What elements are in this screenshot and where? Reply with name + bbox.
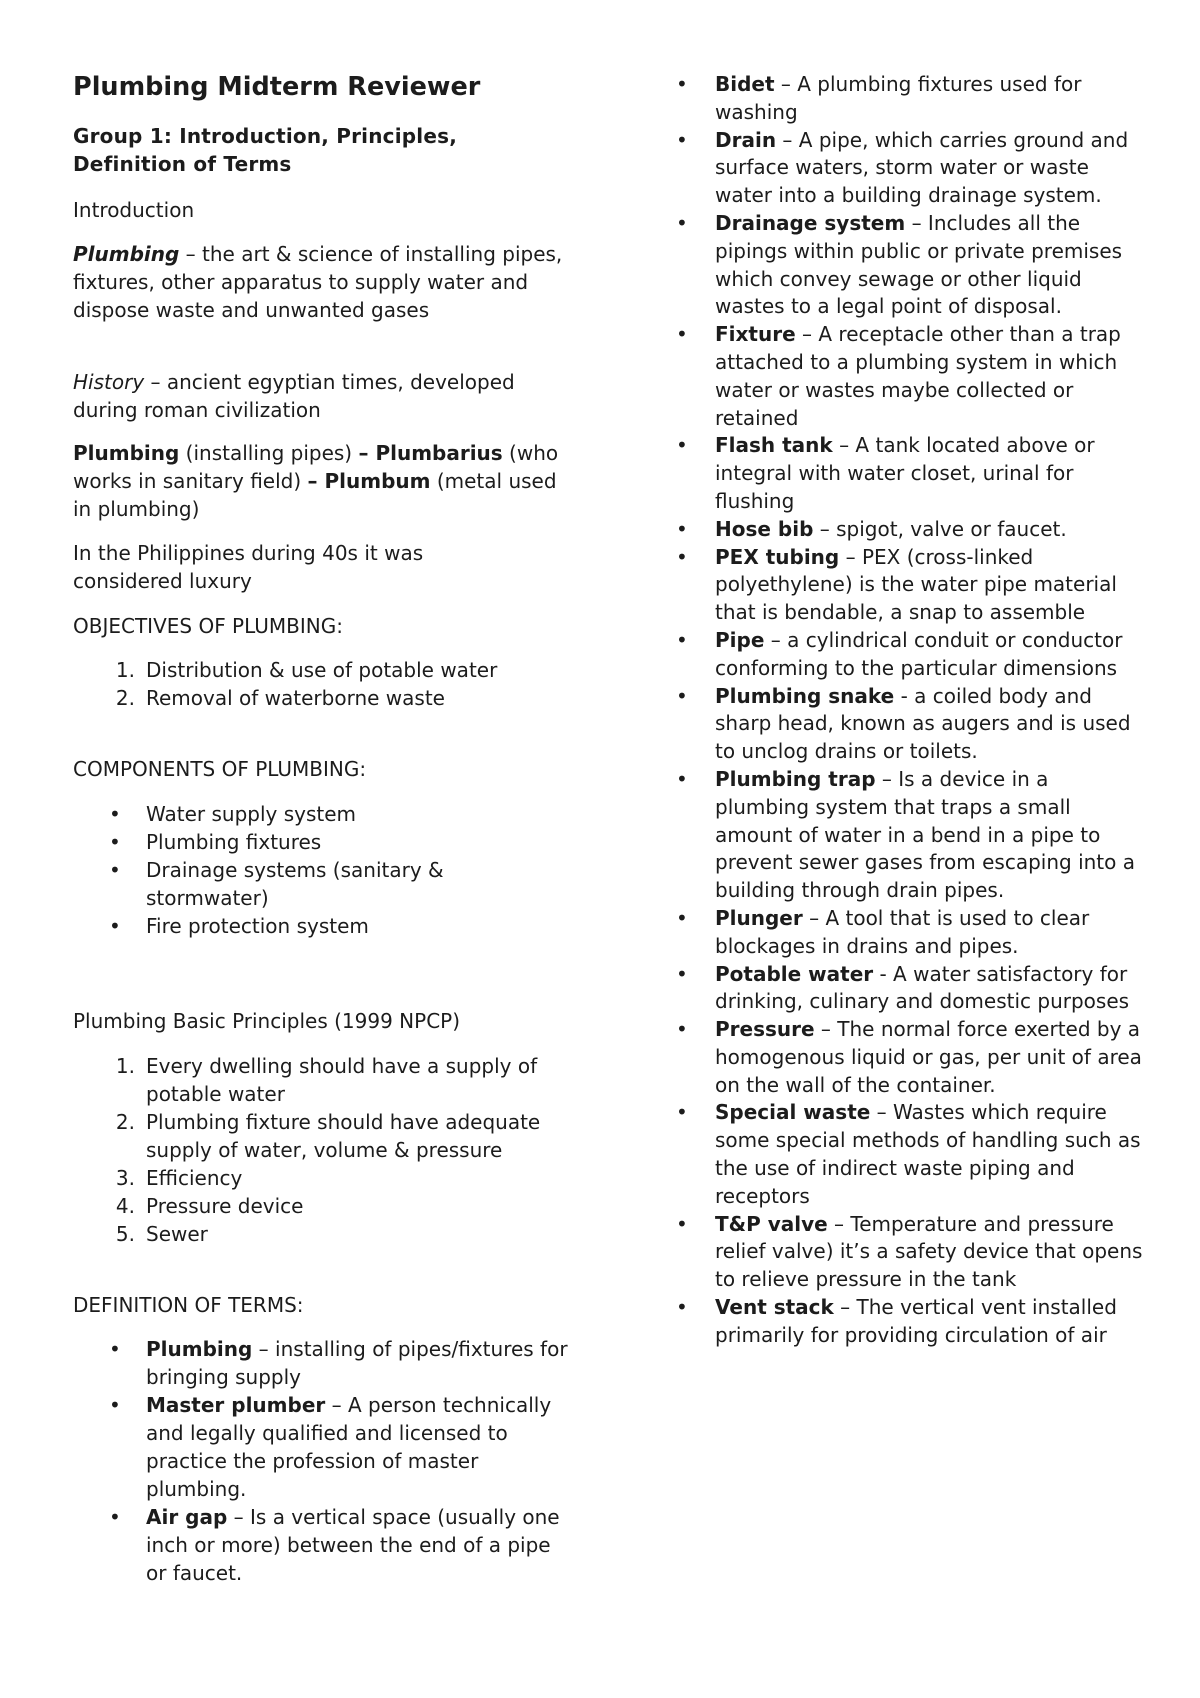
bullet-icon: • (109, 1505, 121, 1529)
plumbing-text: – the art & science of installing pipes, fixtures, other apparatus to supply water and dispose waste and unwanted gases (73, 242, 563, 322)
etymology-paragraph (73, 439, 573, 523)
list-item: 5. Sewer (115, 1222, 208, 1246)
bullet-icon: • (109, 830, 121, 854)
list-item: • Air gap – Is a vertical space (usually one inch or more) between the end of a pipe or faucet. (109, 1505, 560, 1585)
bullet-icon: • (676, 544, 688, 569)
list-item: • Water supply system (109, 802, 357, 826)
list-item: • Plumbing snake - a coiled body and sharp head, known as augers and is used to unclog drains or toilets. (676, 683, 1131, 764)
definitions-list-right (676, 71, 1146, 1350)
list-item: 1. Every dwelling should have a supply of potable water (115, 1054, 538, 1106)
bullet-icon: • (676, 961, 688, 986)
etymology-desc-2: (who works in sanitary field) (73, 441, 559, 493)
bullet-icon: • (676, 433, 688, 458)
history-text: – ancient egyptian times, developed during roman civilization (73, 370, 515, 422)
components-list (73, 800, 513, 940)
list-item: • Potable water - A water satisfactory for drinking, culinary and domestic purposes (676, 961, 1130, 1014)
etymology-desc-3: (metal used in plumbing) (73, 469, 557, 521)
bullet-icon: • (676, 766, 688, 791)
list-item: • Drainage systems (sanitary & stormwater) (109, 858, 444, 910)
principles-list (73, 1052, 573, 1248)
principles-heading: Plumbing Basic Principles (1999 NPCP) (73, 1009, 461, 1033)
etymology-term-1: Plumbing (73, 441, 180, 465)
page-title: Plumbing Midterm Reviewer (73, 72, 481, 102)
bullet-icon: • (676, 127, 688, 152)
history-term: History (73, 370, 145, 394)
bullet-icon: • (676, 1211, 688, 1236)
bullet-icon: • (676, 1295, 688, 1320)
list-item: • Flash tank – A tank located above or integral with water closet, urinal for flushing (676, 433, 1095, 513)
bullet-icon: • (676, 322, 688, 347)
list-item: • Bidet – A plumbing fixtures used for washing (676, 72, 1082, 124)
list-item: 2. Removal of waterborne waste (115, 686, 445, 710)
bullet-icon: • (676, 1100, 688, 1125)
philippines-paragraph: In the Philippines during 40s it was considered luxury (73, 541, 424, 593)
etymology-term-3: Plumbum (324, 469, 431, 493)
bullet-icon: • (109, 1393, 121, 1417)
list-item: • Hose bib – spigot, valve or faucet. (676, 516, 1146, 544)
list-item: • Drainage system – Includes all the pipings within public or private premises which convey sewage or other liquid wastes to a legal point of disposal. (676, 210, 1123, 319)
bullet-icon: • (109, 914, 121, 938)
definitions-heading: DEFINITION OF TERMS: (73, 1293, 304, 1317)
intro-heading: Introduction (73, 198, 195, 222)
plumbing-term: Plumbing (73, 242, 180, 266)
list-item: • PEX tubing – PEX (cross-linked polyethylene) is the water pipe material that is bendable, a snap to assemble (676, 544, 1117, 625)
group-title: Group 1: Introduction, Principles, Definition of Terms (73, 124, 457, 176)
etymology-term-2: Plumbarius (375, 441, 503, 465)
objectives-list (73, 656, 583, 712)
plumbing-definition (73, 240, 573, 324)
list-item: • Plumbing fixtures (109, 830, 322, 854)
list-item: • Pipe – a cylindrical conduit or conductor conforming to the particular dimensions (676, 627, 1123, 680)
objectives-heading: OBJECTIVES OF PLUMBING: (73, 614, 343, 638)
etymology-dash-1: – (358, 441, 376, 465)
list-item: 4. Pressure device (115, 1194, 304, 1218)
list-item: 3. Efficiency (115, 1166, 243, 1190)
list-item: 2. Plumbing fixture should have adequate supply of water, volume & pressure (115, 1110, 541, 1162)
list-item: • T&P valve – Temperature and pressure relief valve) it’s a safety device that opens to relieve pressure in the tank (676, 1211, 1143, 1292)
definitions-list-left (73, 1335, 573, 1587)
list-item: • Plumbing trap – Is a device in a plumbing system that traps a small amount of water in a bend in a pipe to prevent sewer gases from escaping into a building through drain pipes. (676, 766, 1135, 903)
bullet-icon: • (676, 1017, 688, 1042)
list-item: 1. Distribution & use of potable water (115, 658, 498, 682)
bullet-icon: • (109, 1337, 121, 1361)
history-definition (73, 368, 573, 424)
bullet-icon: • (109, 858, 121, 882)
list-item: • Fixture – A receptacle other than a trap attached to a plumbing system in which water or wastes maybe collected or retained (676, 322, 1121, 430)
bullet-icon: • (109, 802, 121, 826)
list-item: • Plunger – A tool that is used to clear blockages in drains and pipes. (676, 905, 1090, 958)
etymology-desc-1: (installing pipes) (179, 441, 359, 465)
etymology-dash-2: – (307, 469, 325, 493)
list-item: • Master plumber – A person technically and legally qualified and licensed to practice the profession of master plumbing. (109, 1393, 552, 1501)
bullet-icon: • (676, 516, 688, 541)
bullet-icon: • (676, 683, 688, 708)
components-heading: COMPONENTS OF PLUMBING: (73, 757, 367, 781)
bullet-icon: • (676, 627, 688, 652)
list-item: • Vent stack – The vertical vent installed primarily for providing circulation of air (676, 1295, 1117, 1347)
bullet-icon: • (676, 210, 688, 235)
list-item: • Special waste – Wastes which require some special methods of handling such as the use of indirect waste piping and receptors (676, 1100, 1141, 1208)
list-item: • Fire protection system (109, 914, 369, 938)
bullet-icon: • (676, 72, 688, 96)
list-item: • Drain – A pipe, which carries ground and surface waters, storm water or waste water into a building drainage system. (676, 127, 1129, 208)
bullet-icon: • (676, 905, 688, 930)
list-item: • Plumbing – installing of pipes/fixtures for bringing supply (109, 1337, 568, 1389)
list-item: • Pressure – The normal force exerted by a homogenous liquid or gas, per unit of area on the wall of the container. (676, 1017, 1142, 1097)
